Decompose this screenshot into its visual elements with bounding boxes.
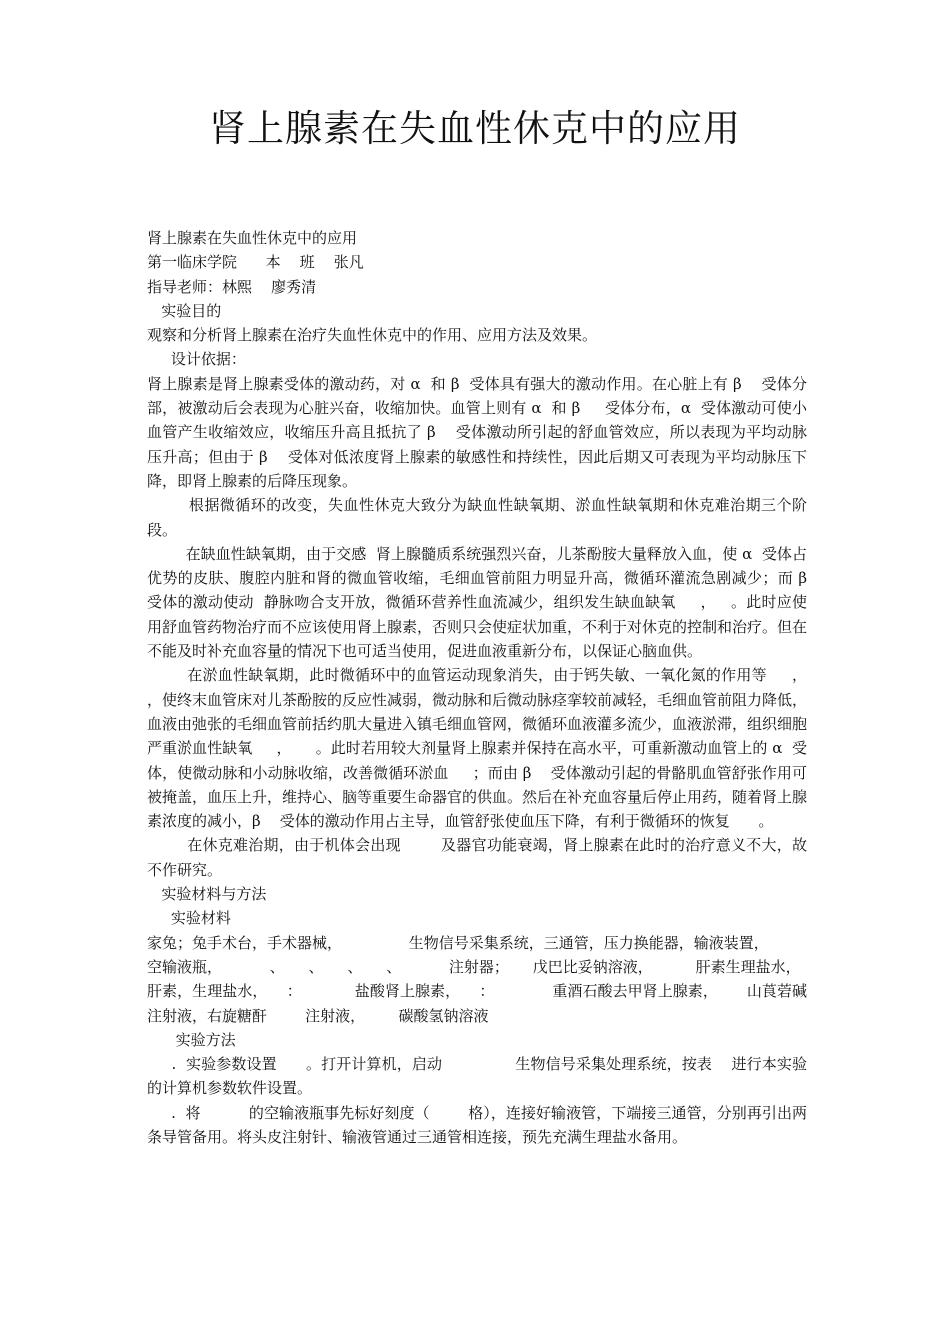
- method-step-1: . 实验参数设置 。打开计算机，启动 生物信号采集处理系统，按表 进行本实验的计算机参数软件设置。: [147, 1055, 807, 1098]
- paragraph-stagnant-stage: 在淤血性缺氧期，此时微循环中的血管运动现象消失，由于钙失敏、一氧化氮的作用等 ， ，使终末血管床对儿茶酚胺的反应性减弱，微动脉和后微动脉痉挛较前减轻，毛细血管前阻力降低，血液由弛张的毛细血管前括约肌大量进入镇毛细血管网，微循环血液灌多流少，血液淤滞，组织细胞严重淤血性缺氧 ， 。此时若用较大剂量肾上腺素并保持在高水平，可重新激动血管上的 α 受体，使微动脉和小动脉收缩，改善微循环淤血 ；而由 β 受体激动引起的骨骼肌血管舒张作用可被掩盖，血压上升，维持心、脑等重要生命器官的供血。然后在补充血容量后停止用药，随着肾上腺素浓度的减小，β 受体的激动作用占主导，血管舒张使血压下降，有利于微循环的恢复 。: [147, 666, 822, 831]
- materials-line-1: 家兔；兔手术台，手术器械， 生物信号采集系统，三通管，压力换能器，输液装置，: [147, 933, 769, 952]
- document-title: 肾上腺素在失血性休克中的应用: [209, 107, 741, 150]
- advisor-line: 指导老师：林熙 廖秀清: [147, 277, 317, 296]
- body-heading: 肾上腺素在失血性休克中的应用: [147, 229, 358, 247]
- paragraph-purpose: 观察和分析肾上腺素在治疗失血性休克中的作用、应用方法及效果。: [147, 326, 598, 345]
- section-heading-purpose: 实验目的: [147, 301, 222, 320]
- paragraph-refractory-stage: 在休克难治期，由于机体会出现 及器官功能衰竭，肾上腺素在此时的治疗意义不大，故不作研究。: [147, 836, 807, 879]
- materials-line-2: 空输液瓶， 、 、 、 、 注射器； 戊巴比妥钠溶液， 肝素生理盐水，: [147, 957, 801, 976]
- method-step-2: . 将 的空输液瓶事先标好刻度（ 格），连接好输液管，下端接三通管，分别再引出两条导管备用。将头皮注射针、输液管通过三通管相连接，预先充满生理盐水备用。: [147, 1103, 807, 1146]
- author-line: 第一临床学院 本 班 张凡: [147, 253, 364, 272]
- paragraph-stages: 根据微循环的改变，失血性休克大致分为缺血性缺氧期、淤血性缺氧期和休克难治期三个阶段。: [147, 496, 807, 539]
- materials-line-3: 肝素，生理盐水， ： 盐酸肾上腺素， ： 重酒石酸去甲肾上腺素， 山莨菪碱注射液，右旋糖酐 注射液， 碳酸氢钠溶液: [147, 982, 807, 1025]
- document-body: [147, 226, 827, 1149]
- section-heading-basis: 设计依据：: [147, 350, 246, 369]
- paragraph-receptors: 肾上腺素是肾上腺素受体的激动药，对 α 和 β 受体具有强大的激动作用。在心脏上有 β 受体分部，被激动后会表现为心脏兴奋，收缩加快。血管上则有 α 和 β 受体分布，α 受体激动可使小血管产生收缩效应，收缩压升高且抵抗了 β 受体激动所引起的舒血管效应，所以表现为平均动脉压升高；但由于 β 受体对低浓度肾上腺素的敏感性和持续性，因此后期又可表现为平均动脉压下降，即肾上腺素的后降压现象。: [147, 374, 807, 490]
- subheading-materials: 实验材料: [147, 909, 231, 928]
- subheading-methods: 实验方法: [147, 1030, 236, 1049]
- paragraph-ischemic-stage: 在缺血性缺氧期，由于交感 肾上腺髓质系统强烈兴奋，儿茶酚胺大量释放入血，使 α 受体占优势的皮肤、腹腔内脏和肾的微血管收缩，毛细血管前阻力明显升高，微循环灌流急剧减少；而 β 受体的激动使动 静脉吻合支开放，微循环营养性血流减少，组织发生缺血缺氧 ， 。此时应使用舒血管药物治疗而不应该使用肾上腺素，否则只会使症状加重，不利于对休克的控制和治疗。但在不能及时补充血容量的情况下也可适当使用，促进血液重新分布，以保证心脑血供。: [147, 544, 827, 661]
- section-heading-materials-methods: 实验材料与方法: [147, 885, 267, 904]
